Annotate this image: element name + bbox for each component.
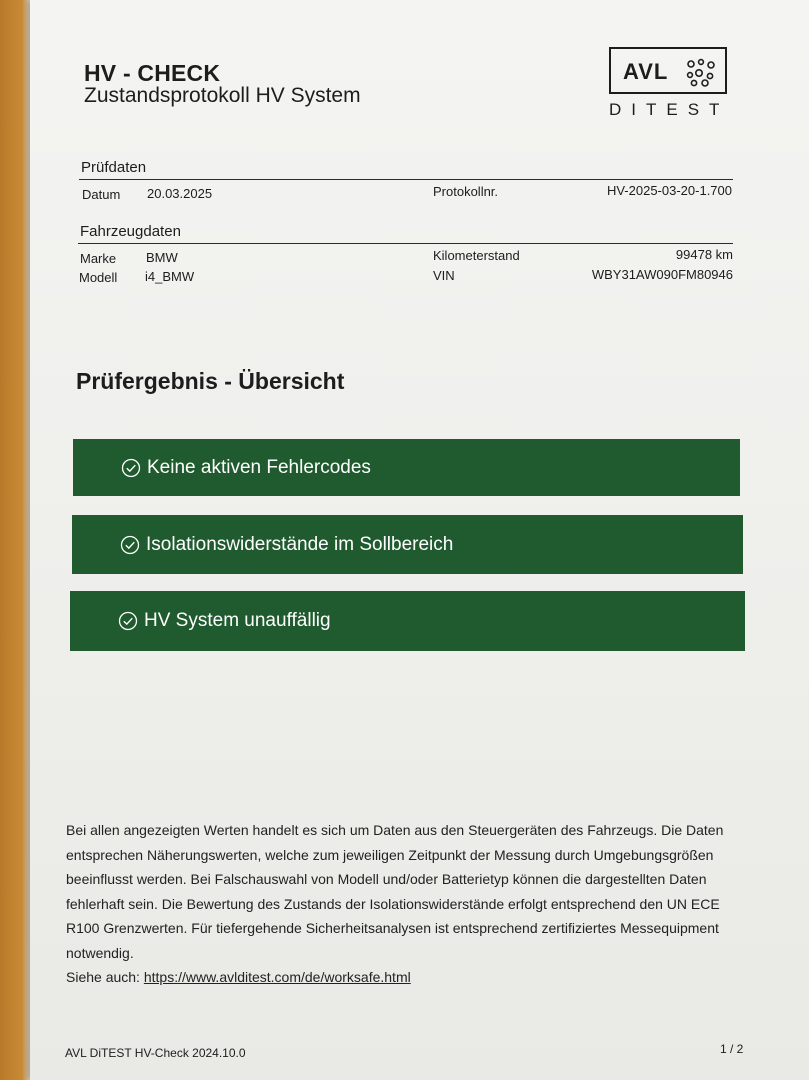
datum-label: Datum <box>82 187 121 202</box>
check-circle-icon <box>118 611 138 631</box>
footer-version: AVL DiTEST HV-Check 2024.10.0 <box>65 1046 246 1060</box>
check-circle-icon <box>120 535 140 555</box>
disclaimer-paragraph: Bei allen angezeigten Werten handelt es sich um Daten aus den Steuergeräten des Fahrzeugs. Die Daten entsprechen Näherungswerten, welche zum jeweiligen Zeitpunkt der Messung durch Umgebungsgrößen beeinflusst werden. Bei Falschauswahl von Modell und/oder Batterietyp können die dargestellten Daten fehlerhaft sein. Die Bewertung des Zustands der Isolationswiderstände erfolgt entsprechend den UN ECE R100 Grenzwerten. Für tiefergehende Sicherheitsanalysen ist entsprechend zertifiziertes Messequipment notwendig. <box>66 822 724 961</box>
result-bar-isolation <box>72 515 743 574</box>
result-bar-fault-codes <box>73 439 740 496</box>
result-label-isolation: Isolationswiderstände im Sollbereich <box>146 533 454 555</box>
result-label-fault-codes: Keine aktiven Fehlercodes <box>147 456 371 478</box>
document-subtitle: Zustandsprotokoll HV System <box>84 84 361 107</box>
vin-value: WBY31AW090FM80946 <box>591 267 733 282</box>
vin-label: VIN <box>433 268 455 283</box>
marke-value: BMW <box>146 250 178 265</box>
check-circle-icon <box>121 458 141 478</box>
document-title: HV - CHECK <box>84 60 221 86</box>
disclaimer-text-block <box>66 818 756 990</box>
pruefdaten-divider <box>79 179 733 180</box>
page-number: 1 / 2 <box>720 1042 744 1056</box>
worksafe-link[interactable]: https://www.avlditest.com/de/worksafe.html <box>143 969 411 985</box>
ditest-logo-text: DITEST <box>609 100 730 119</box>
overview-heading: Prüfergebnis - Übersicht <box>76 368 345 394</box>
avl-logo-icon <box>684 58 718 88</box>
marke-label: Marke <box>80 251 117 266</box>
see-also-line <box>66 965 756 990</box>
modell-value: i4_BMW <box>145 269 195 284</box>
fahrzeugdaten-divider <box>78 243 733 244</box>
km-label: Kilometerstand <box>433 248 520 263</box>
modell-label: Modell <box>79 270 118 285</box>
result-label-hv-system: HV System unauffällig <box>144 610 331 631</box>
km-value: 99478 km <box>675 247 733 262</box>
see-also-label: Siehe auch: <box>66 969 144 985</box>
result-bar-hv-system <box>70 591 745 651</box>
pruefdaten-section-title: Prüfdaten <box>81 159 147 176</box>
fahrzeugdaten-section-title: Fahrzeugdaten <box>80 223 181 240</box>
protokoll-label: Protokollnr. <box>433 184 499 199</box>
datum-value: 20.03.2025 <box>147 186 213 201</box>
protokoll-value: HV-2025-03-20-1.700 <box>606 183 732 198</box>
avl-logo-text: AVL <box>623 59 669 84</box>
